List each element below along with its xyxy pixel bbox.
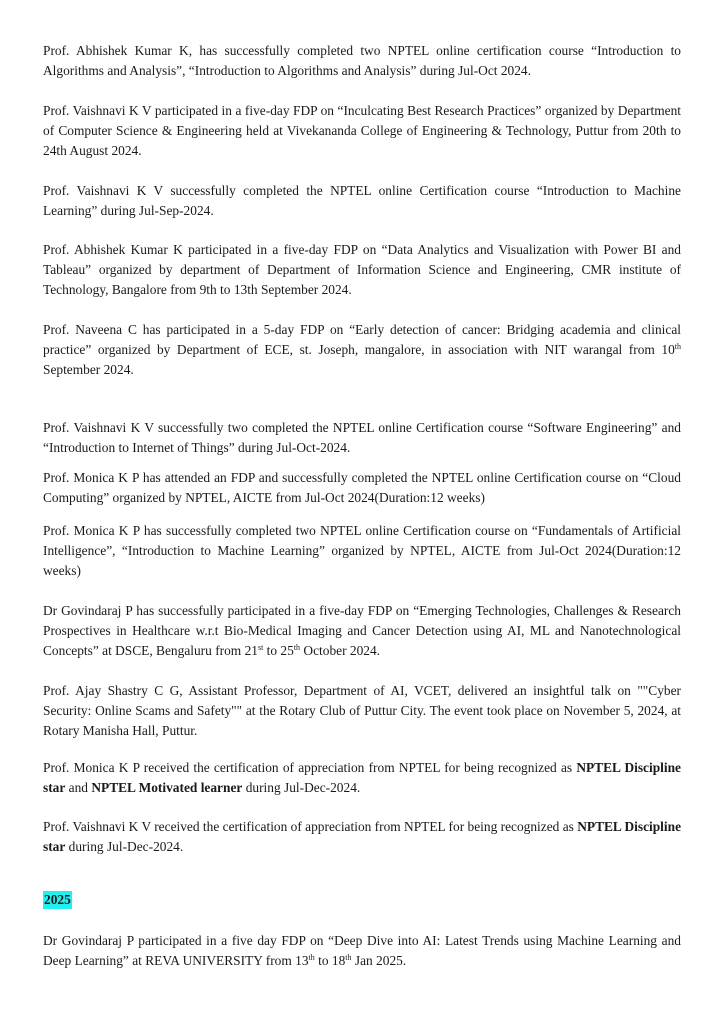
entry-abhishek-nptel xyxy=(43,41,681,81)
entry-text: to 18 xyxy=(314,953,346,968)
ordinal-suffix: st xyxy=(257,643,264,652)
entry-text: Prof. Vaishnavi K V successfully two completed the NPTEL online Certification course “Software Engineering” and “Introduction to Internet of Things” during Jul-Oct-2024. xyxy=(43,420,681,455)
entry-text: Prof. Vaishnavi K V received the certification of appreciation from NPTEL for being recognized as xyxy=(43,819,578,834)
entry-text: Dr Govindaraj P has successfully participated in a five-day FDP on “Emerging Technologies, Challenges & Research Prospectives in Healthcare w.r.t Bio-Medical Imaging and Cancer Detection using AI, ML and Nanotechnological Concepts” at DSCE, Bengaluru from 21 xyxy=(43,603,681,658)
entry-text: during Jul-Dec-2024. xyxy=(65,839,184,854)
entry-abhishek-fdp-powerbi xyxy=(43,240,681,300)
entry-vaishnavi-nptel-se-iot xyxy=(43,418,681,458)
entry-text: and xyxy=(65,780,92,795)
entry-text: Prof. Monica K P received the certification of appreciation from NPTEL for being recognized as xyxy=(43,760,577,775)
entry-text: to 25 xyxy=(263,643,294,658)
entry-govindaraj-fdp-healthcare xyxy=(43,601,681,661)
ordinal-suffix: th xyxy=(308,953,315,962)
award-title: NPTEL Discipline star xyxy=(43,760,681,795)
entry-text: Dr Govindaraj P participated in a five day FDP on “Deep Dive into AI: Latest Trends using Machine Learning and Deep Learning” at REVA UNIVERSITY from 13 xyxy=(43,933,681,968)
entry-text: October 2024. xyxy=(300,643,381,658)
entry-text: Prof. Vaishnavi K V participated in a five-day FDP on “Inculcating Best Research Practices” organized by Department of Computer Science & Engineering held at Vivekananda College of Engineering & Technology, Puttur from 20th to 24th August 2024. xyxy=(43,103,681,158)
entry-govindaraj-fdp-deep-dive-ai xyxy=(43,931,681,971)
entry-text: Prof. Naveena C has participated in a 5-day FDP on “Early detection of cancer: Bridging academia and clinical practice” organized by Department of ECE, st. Joseph, mangalore, in association with NIT warangal from 10 xyxy=(43,322,681,357)
ordinal-suffix: th xyxy=(674,342,681,351)
entry-text: during Jul-Dec-2024. xyxy=(242,780,361,795)
year-heading-2025: 2025 xyxy=(44,892,71,907)
entry-monica-nptel-appreciation xyxy=(43,758,681,798)
award-title: NPTEL Motivated learner xyxy=(91,780,243,795)
entry-text: Prof. Abhishek Kumar K, has successfully completed two NPTEL online certification course “Introduction to Algorithms and Analysis”, “Introduction to Algorithms and Analysis” during Jul-Oct 2024. xyxy=(43,43,681,78)
entry-text: September 2024. xyxy=(43,362,134,377)
entry-text: Prof. Abhishek Kumar K participated in a five-day FDP on “Data Analytics and Visualization with Power BI and Tableau” organized by department of Department of Information Science and Engineering, CMR institute of Technology, Bangalore from 9th to 13th September 2024. xyxy=(43,242,681,297)
entry-vaishnavi-fdp-research xyxy=(43,101,681,161)
ordinal-suffix: th xyxy=(345,953,352,962)
entry-ajay-talk-cyber xyxy=(43,681,681,741)
entry-text: Prof. Monica K P has successfully completed two NPTEL online Certification course on “Fundamentals of Artificial Intelligence”, “Introduction to Machine Learning” organized by NPTEL, AICTE from Jul-Oct 2024(Duration:12 weeks) xyxy=(43,523,681,578)
entry-text: Jan 2025. xyxy=(351,953,407,968)
entry-text: Prof. Ajay Shastry C G, Assistant Professor, Department of AI, VCET, delivered an insightful talk on ""Cyber Security: Online Scams and Safety"" at the Rotary Club of Puttur City. The event took place on November 5, 2024, at Rotary Manisha Hall, Puttur. xyxy=(43,683,681,738)
ordinal-suffix: th xyxy=(293,643,301,652)
entry-vaishnavi-nptel-appreciation xyxy=(43,817,681,857)
entry-monica-nptel-cloud xyxy=(43,468,681,508)
entry-naveena-fdp-cancer xyxy=(43,320,681,380)
entry-monica-nptel-ai-ml xyxy=(43,521,681,581)
entry-text: Prof. Vaishnavi K V successfully completed the NPTEL online Certification course “Introduction to Machine Learning” during Jul-Sep-2024. xyxy=(43,183,681,218)
entry-text: Prof. Monica K P has attended an FDP and successfully completed the NPTEL online Certification course on “Cloud Computing” organized by NPTEL, AICTE from Jul-Oct 2024(Duration:12 weeks) xyxy=(43,470,681,505)
award-title: NPTEL Discipline star xyxy=(43,819,682,854)
entry-vaishnavi-nptel-ml xyxy=(43,181,681,221)
